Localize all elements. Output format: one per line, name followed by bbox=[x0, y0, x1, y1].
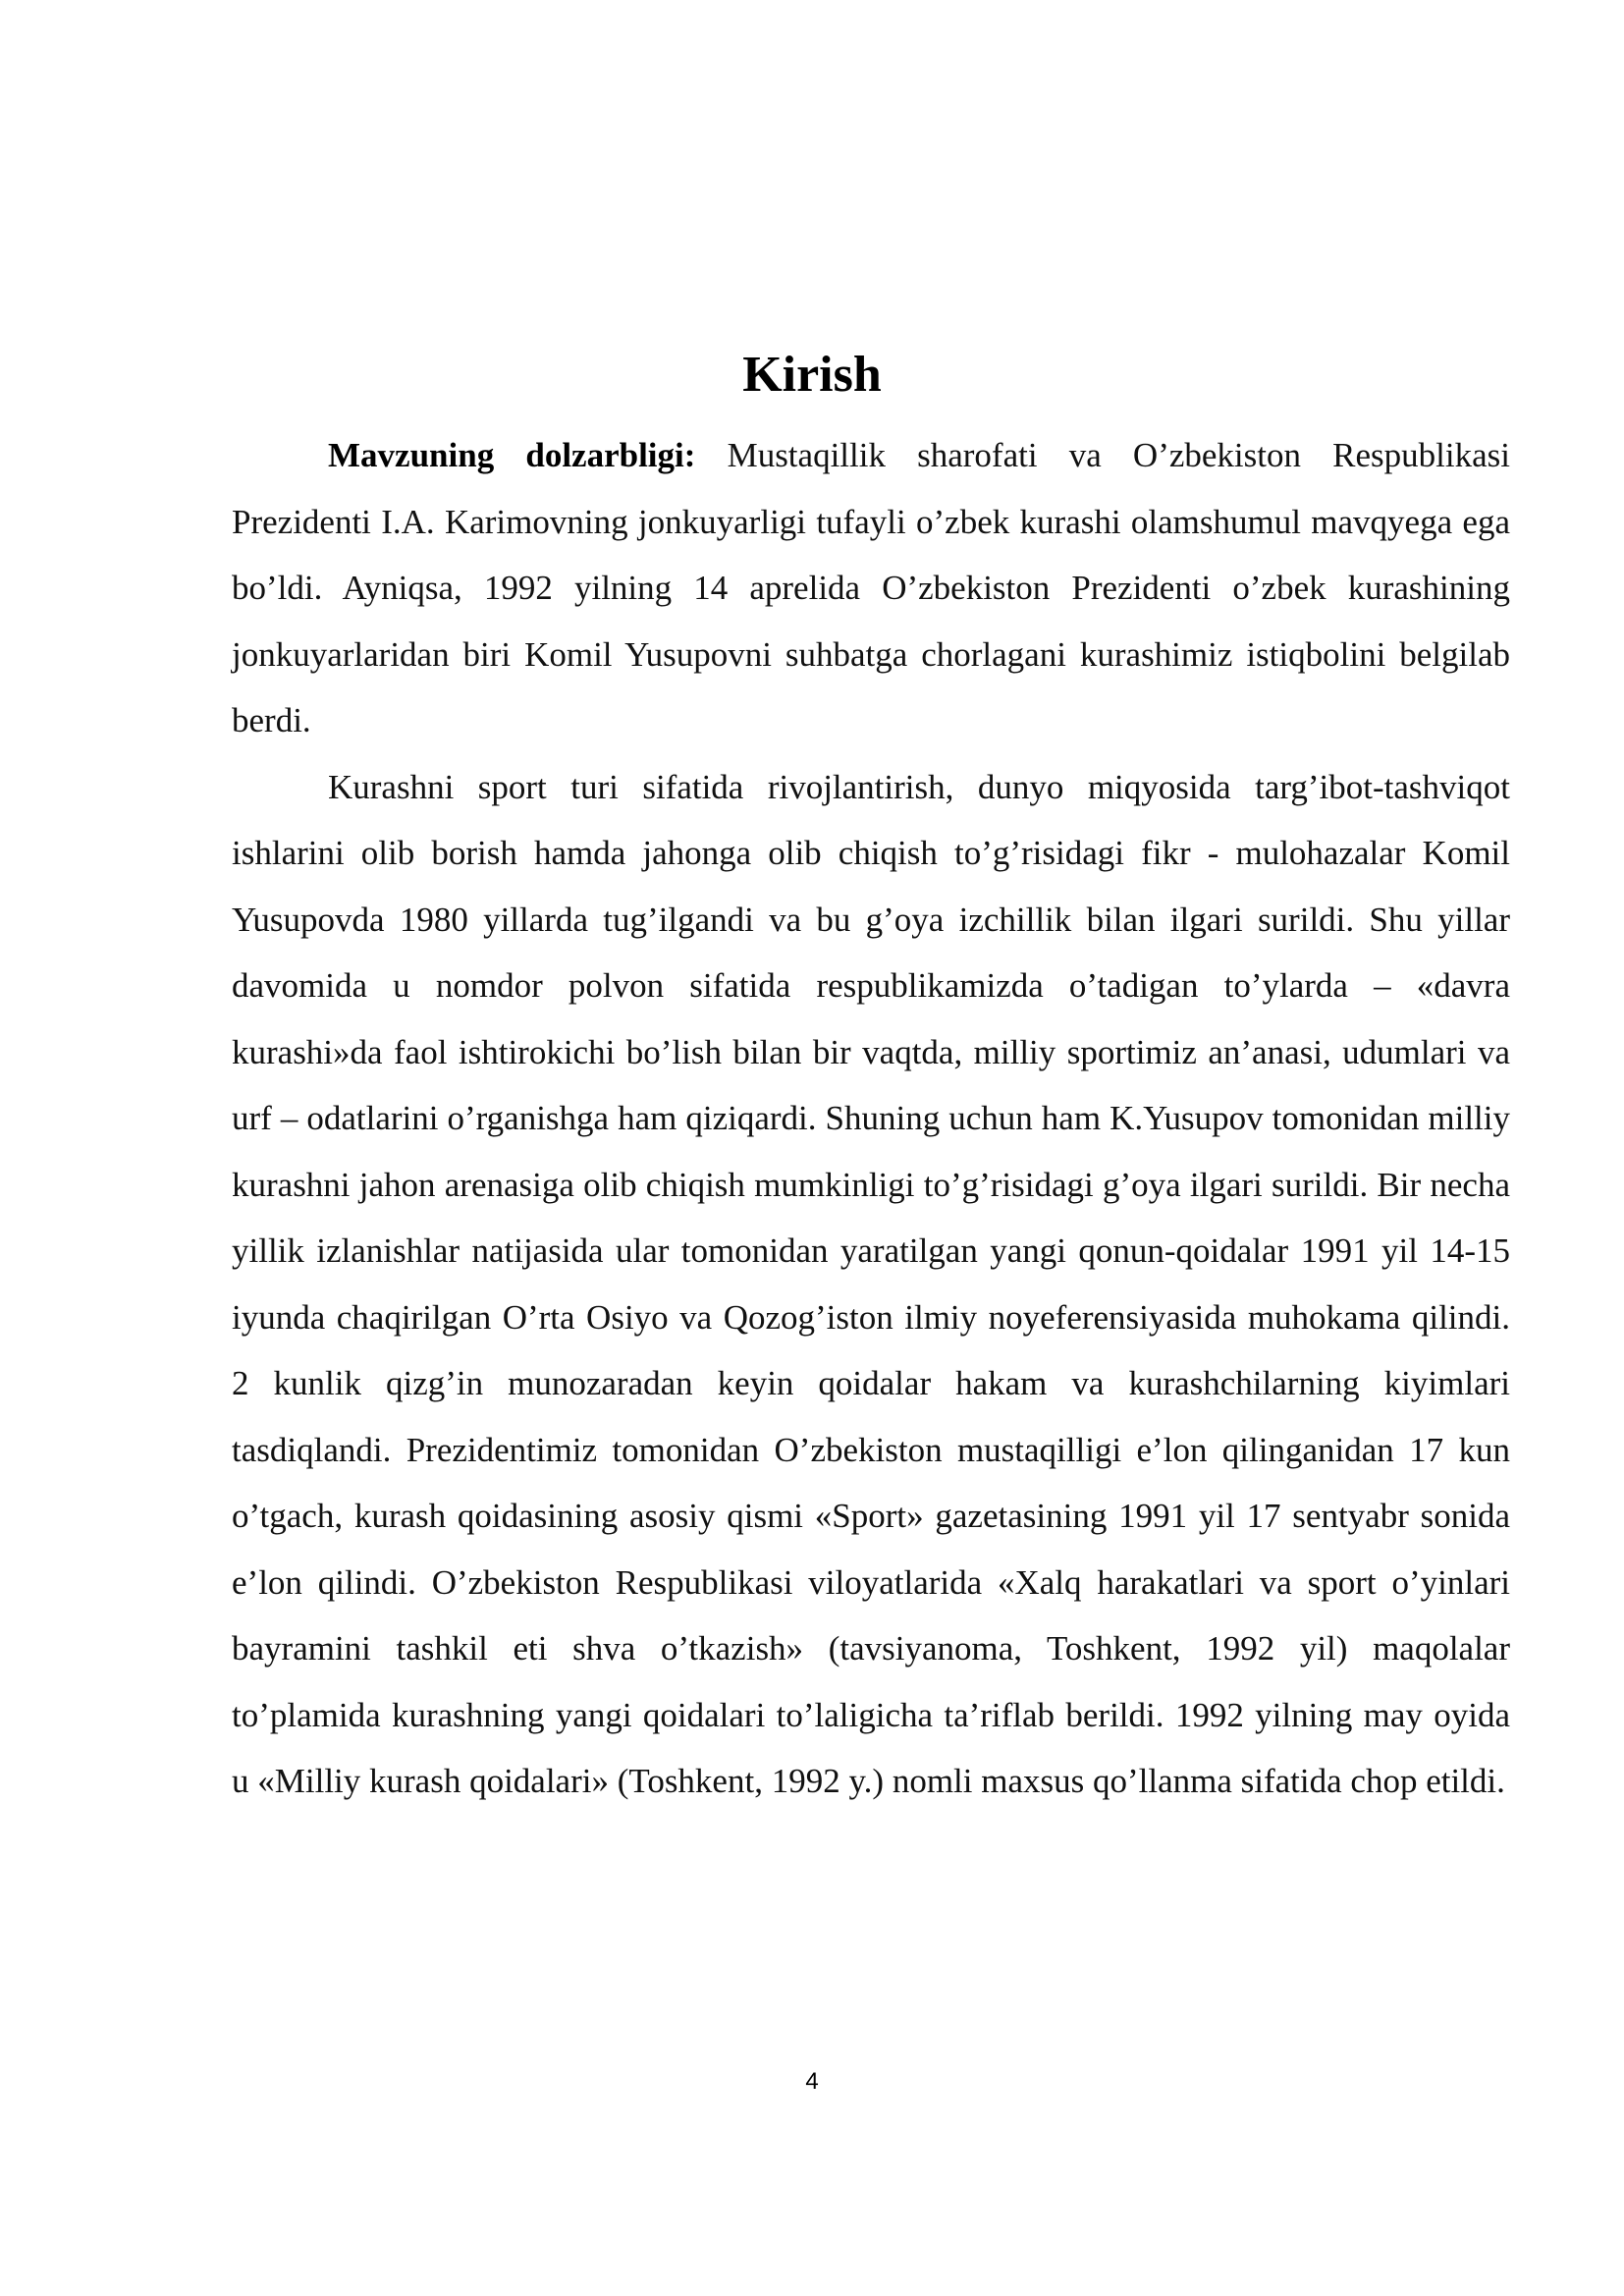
page-number: 4 bbox=[805, 2068, 819, 2095]
paragraph-relevance bbox=[232, 422, 1510, 754]
body-text bbox=[232, 422, 1510, 1815]
paragraph-relevance-text: Mustaqillik sharofati va O’zbekiston Respublikasi Prezidenti I.A. Karimovning jonkuyarligi tufayli o’zbek kurashi olamshumul mavqyega ega bo’ldi. Ayniqsa, 1992 yilning 14 aprelida O’zbekiston Prezidenti o’zbek kurashining jonkuyarlaridan biri Komil Yusupovni suhbatga chorlagani kurashimiz istiqbolini belgilab berdi. bbox=[232, 436, 1510, 739]
paragraph-lead-label: Mavzuning dolzarbligi: bbox=[328, 436, 696, 474]
paragraph-history: Kurashni sport turi sifatida rivojlantirish, dunyo miqyosida targ’ibot-tashviqot ishlarini olib borish hamda jahonga olib chiqish to’g’risidagi fikr - mulohazalar Komil Yusupovda 1980 yillarda tug’ilgandi va bu g’oya izchillik bilan ilgari surildi. Shu yillar davomida u nomdor polvon sifatida respublikamizda o’tadigan to’ylarda – «davra kurashi»da faol ishtirokichi bo’lish bilan bir vaqtda, milliy sportimiz an’anasi, udumlari va urf – odatlarini o’rganishga ham qiziqardi. Shuning uchun ham K.Yusupov tomonidan milliy kurashni jahon arenasiga olib chiqish mumkinligi to’g’risidagi g’oya ilgari surildi. Bir necha yillik izlanishlar natijasida ular tomonidan yaratilgan yangi qonun-qoidalar 1991 yil 14-15 iyunda chaqirilgan O’rta Osiyo va Qozog’iston ilmiy noyeferensiyasida muhokama qilindi. 2 kunlik qizg’in munozaradan keyin qoidalar hakam va kurashchilarning kiyimlari tasdiqlandi. Prezidentimiz tomonidan O’zbekiston mustaqilligi e’lon qilinganidan 17 kun o’tgach, kurash qoidasining asosiy qismi «Sport» gazetasining 1991 yil 17 sentyabr sonida e’lon qilindi. O’zbekiston Respublikasi viloyatlarida «Xalq harakatlari va sport o’yinlari bayramini tashkil eti shva o’tkazish» (tavsiyanoma, Toshkent, 1992 yil) maqolalar to’plamida kurashning yangi qoidalari to’laligicha ta’riflab berildi. 1992 yilning may oyida u «Milliy kurash qoidalari» (Toshkent, 1992 y.) nomli maxsus qo’llanma sifatida chop etildi. bbox=[232, 767, 1510, 1800]
section-heading: Kirish bbox=[742, 347, 882, 403]
